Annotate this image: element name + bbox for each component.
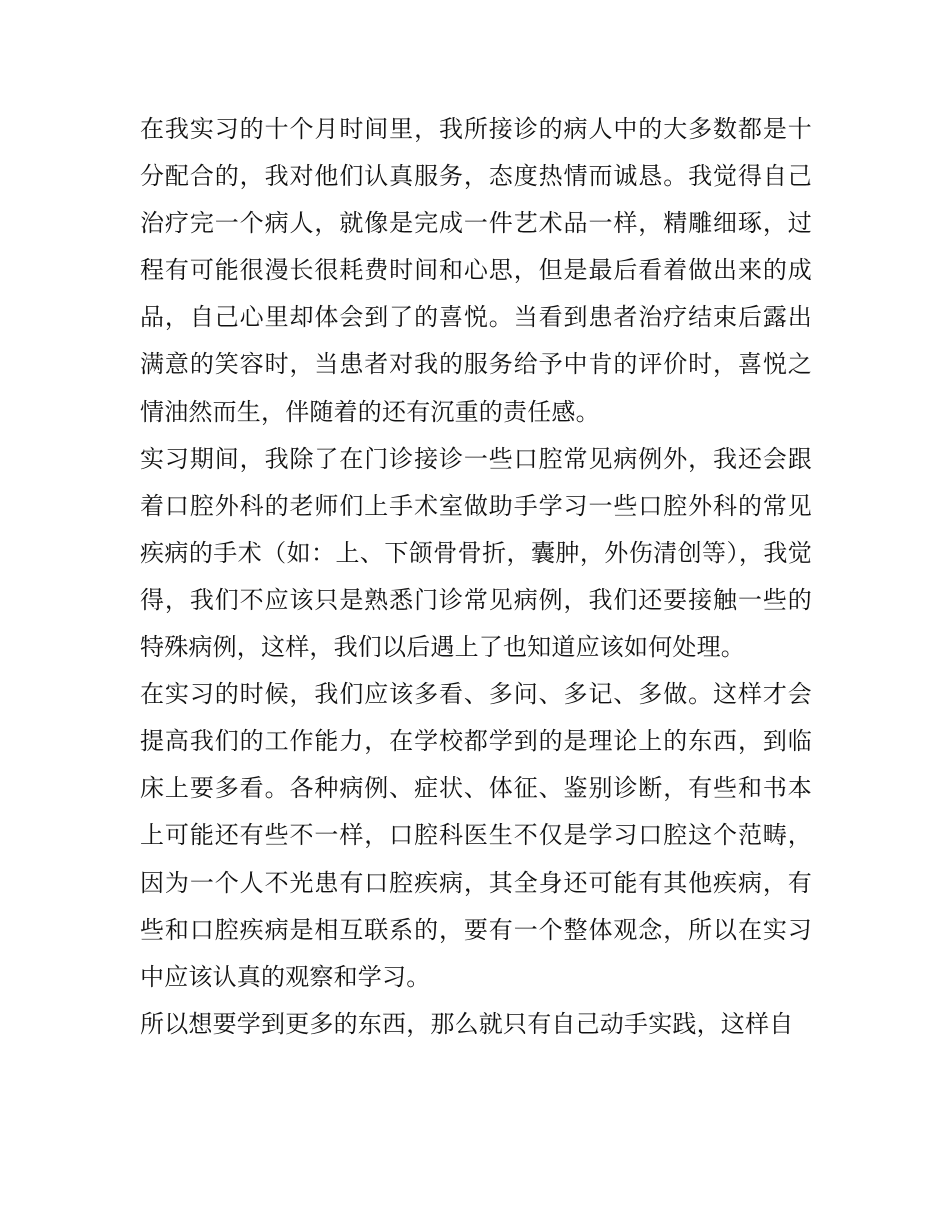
document-body (140, 106, 812, 1048)
paragraph-3: 在实习的时候，我们应该多看、多问、多记、多做。这样才会提高我们的工作能力，在学校都学到的是理论上的东西，到临床上要多看。各种病例、症状、体征、鉴别诊断，有些和书本上可能还有些不一样，口腔科医生不仅是学习口腔这个范畴，因为一个人不光患有口腔疾病，其全身还可能有其他疾病，有些和口腔疾病是相互联系的，要有一个整体观念，所以在实习中应该认真的观察和学习。 (140, 680, 812, 991)
paragraph-4: 所以想要学到更多的东西，那么就只有自己动手实践，这样自 (140, 1009, 794, 1038)
paragraph-2: 实习期间，我除了在门诊接诊一些口腔常见病例外，我还会跟着口腔外科的老师们上手术室做助手学习一些口腔外科的常见疾病的手术（如：上、下颌骨骨折，囊肿，外伤清创等），我觉得，我们不应该只是熟悉门诊常见病例，我们还要接触一些的特殊病例，这样，我们以后遇上了也知道应该如何处理。 (140, 444, 812, 662)
paragraph-1: 在我实习的十个月时间里，我所接诊的病人中的大多数都是十分配合的，我对他们认真服务，态度热情而诚恳。我觉得自己治疗完一个病人，就像是完成一件艺术品一样，精雕细琢，过程有可能很漫长很耗费时间和心思，但是最后看着做出来的成品，自己心里却体会到了的喜悦。当看到患者治疗结束后露出满意的笑容时，当患者对我的服务给予中肯的评价时，喜悦之情油然而生，伴随着的还有沉重的责任感。 (140, 115, 812, 426)
